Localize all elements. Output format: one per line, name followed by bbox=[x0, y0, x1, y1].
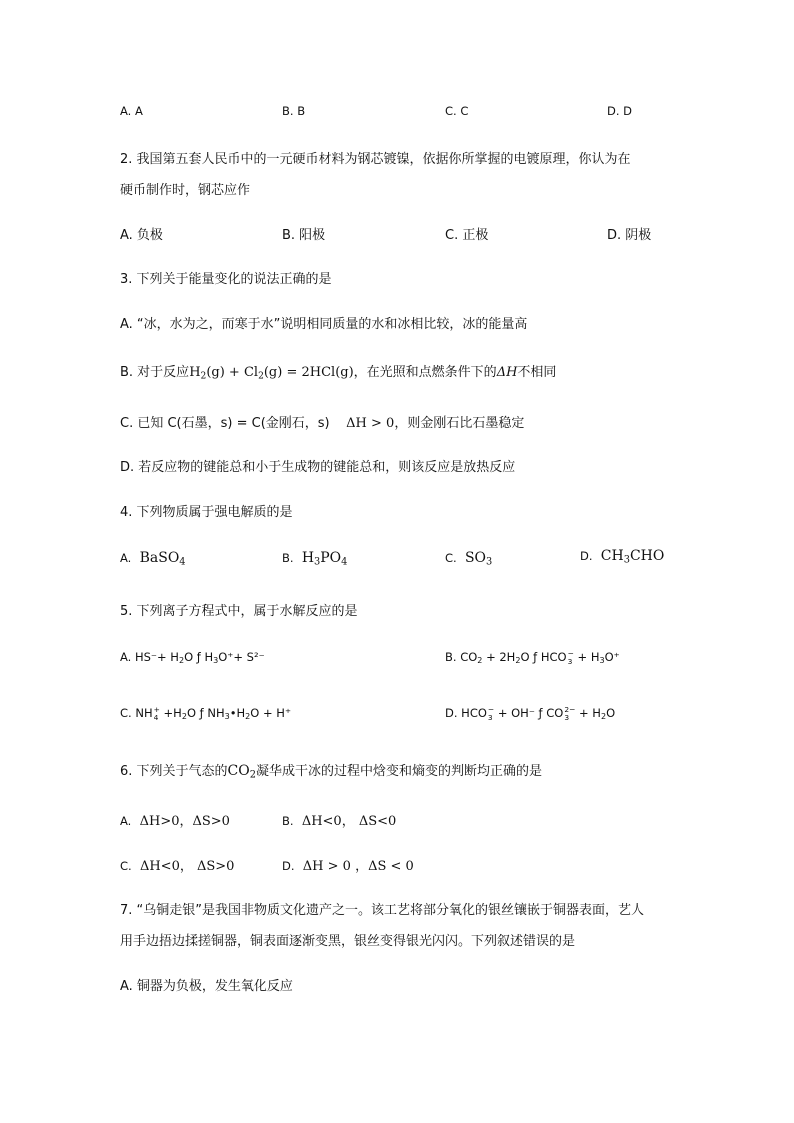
q5-option-a: A. $HS^-+ H_2O$ ƒ $H_3O^++ S^{2-}$ bbox=[120, 650, 265, 665]
q3-option-b-delta-h: ΔH bbox=[496, 365, 518, 380]
q2-option-b: B. 阳极 bbox=[282, 228, 326, 243]
q6-option-d: D. ΔH > 0 ，ΔS < 0 bbox=[282, 859, 414, 874]
q2-option-c: C. 正极 bbox=[445, 228, 489, 243]
q2-option-a: A. 负极 bbox=[120, 228, 163, 243]
q4-stem: 4. 下列物质属于强电解质的是 bbox=[120, 505, 293, 520]
q3-option-b: B. 对于反应$H_2(g) + Cl_2(g) = 2HCl(g)$，在光照和点燃条件下的ΔH不相同 bbox=[120, 365, 557, 382]
q4-option-c: C. $SO_3$ bbox=[445, 550, 493, 568]
q5-option-c: C. NH + 4 $+H_2O$ ƒ $NH_3•H_2O + H^+$ bbox=[120, 705, 292, 722]
q3-option-c: C. 已知 C(石墨，s) = C(金刚石，s) ΔH > 0，则金刚石比石墨稳定 bbox=[120, 416, 525, 431]
q1-option-d: D. D bbox=[607, 104, 633, 118]
q7-option-a: A. 铜器为负极，发生氧化反应 bbox=[120, 979, 293, 994]
q2-stem-line1: 2. 我国第五套人民币中的一元硬币材料为钢芯镀镍，依据你所掌握的电镀原理，你认为在 bbox=[120, 152, 631, 167]
q1-option-a: A. A bbox=[120, 104, 143, 118]
q4-option-d: D. $CH_3CHO$ bbox=[580, 548, 665, 566]
q2-option-d: D. 阴极 bbox=[607, 228, 652, 243]
q6-option-b: B. ΔH<0， ΔS<0 bbox=[282, 814, 397, 829]
q7-stem-line1: 7. “乌铜走银”是我国非物质文化遗产之一。该工艺将部分氧化的银丝镶嵌于铜器表面，艺人 bbox=[120, 903, 645, 918]
q3-option-c-delta-h: ΔH > 0 bbox=[346, 416, 395, 431]
q5-option-d: D. HCO − 3 + OH⁻ ƒ CO 2− 3 + $H_2O$ bbox=[445, 705, 616, 722]
q3-option-b-equation: $H_2(g) + Cl_2(g) = 2HCl(g)$ bbox=[189, 365, 354, 382]
q4-option-a: A. BaSO$_4$ bbox=[120, 550, 186, 568]
q3-option-a: A. “冰，水为之，而寒于水”说明相同质量的水和冰相比较，冰的能量高 bbox=[120, 317, 528, 332]
q1-option-b: B. B bbox=[282, 104, 306, 118]
q3-option-d: D. 若反应物的键能总和小于生成物的键能总和，则该反应是放热反应 bbox=[120, 460, 516, 475]
q7-stem-line2: 用手边捂边揉搓铜器，铜表面逐渐变黑，银丝变得银光闪闪。下列叙述错误的是 bbox=[120, 934, 576, 949]
q3-option-b-prefix: B. 对于反应 bbox=[120, 365, 190, 380]
q4-option-b: B. $H_3PO_4$ bbox=[282, 550, 348, 568]
q1-option-c: C. C bbox=[445, 104, 469, 118]
q6-option-a: A. ΔH>0，ΔS>0 bbox=[120, 814, 230, 829]
q5-stem: 5. 下列离子方程式中，属于水解反应的是 bbox=[120, 604, 358, 619]
q5-option-b: B. $CO_2 + 2H_2O$ ƒ HCO − 3 + $H_3O^+$ bbox=[445, 649, 620, 666]
q2-stem-line2: 硬币制作时，钢芯应作 bbox=[120, 183, 251, 198]
q6-stem: 6. 下列关于气态的$CO_2$凝华成干冰的过程中焓变和熵变的判断均正确的是 bbox=[120, 763, 542, 781]
q3-stem: 3. 下列关于能量变化的说法正确的是 bbox=[120, 272, 332, 287]
q6-option-c: C. ΔH<0， ΔS>0 bbox=[120, 859, 235, 874]
